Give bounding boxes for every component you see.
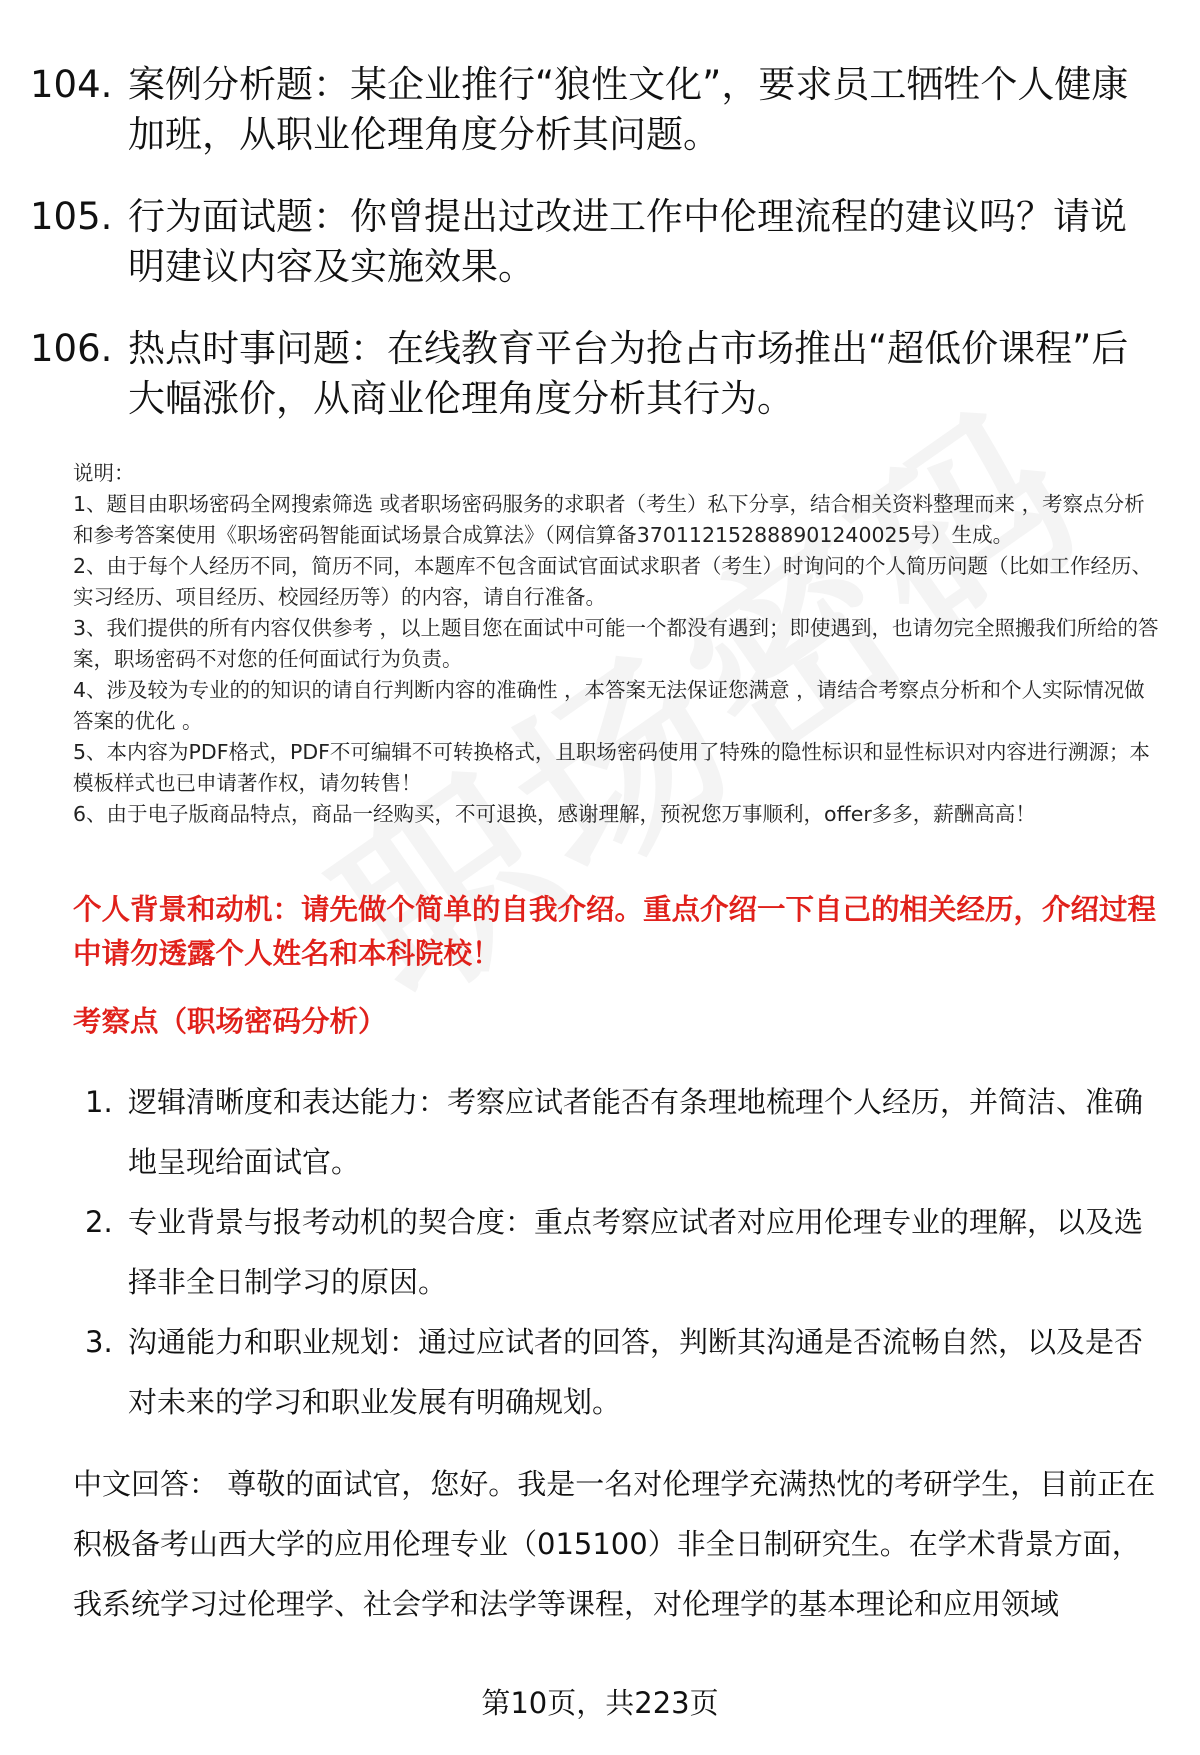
key-points-title: 考察点（职场密码分析） <box>73 1005 387 1038</box>
notes-block <box>73 458 1163 830</box>
note-item: 1、题目由职场密码全网搜索筛选 或者职场密码服务的求职者（考生）私下分享，结合相关资料整理而来 ，考察点分析和参考答案使用《职场密码智能面试场景合成算法》（网信算备370112152888901240025号）生成。 <box>73 492 1145 547</box>
notes-heading: 说明： <box>73 461 135 485</box>
key-point-text: 专业背景与报考动机的契合度：重点考察应试者对应用伦理专业的理解，以及选择非全日制学习的原因。 <box>128 1205 1144 1299</box>
question-106 <box>30 324 1160 424</box>
key-point-text: 沟通能力和职业规划：通过应试者的回答，判断其沟通是否流畅自然，以及是否对未来的学习和职业发展有明确规划。 <box>128 1325 1144 1419</box>
key-point-number: 3. <box>85 1325 113 1359</box>
key-point-number: 2. <box>85 1205 113 1239</box>
key-point-number: 1. <box>85 1085 113 1119</box>
note-item: 6、由于电子版商品特点，商品一经购买，不可退换，感谢理解，预祝您万事顺利，offer多多，薪酬高高！ <box>73 802 1036 826</box>
section-title: 个人背景和动机：请先做个简单的自我介绍。重点介绍一下自己的相关经历，介绍过程中请勿透露个人姓名和本科院校！ <box>73 893 1157 970</box>
question-105 <box>30 192 1160 292</box>
question-number: 104. <box>30 63 113 106</box>
key-point-item <box>73 1072 1163 1192</box>
page-number: 第10页，共223页 <box>481 1686 719 1720</box>
question-text: 热点时事问题：在线教育平台为抢占市场推出“超低价课程”后大幅涨价，从商业伦理角度分析其行为。 <box>128 327 1129 420</box>
question-number: 105. <box>30 195 113 238</box>
note-item: 4、涉及较为专业的的知识的请自行判断内容的准确性 ，本答案无法保证您满意 ，请结合考察点分析和个人实际情况做答案的优化 。 <box>73 678 1145 733</box>
key-point-item <box>73 1192 1163 1312</box>
note-item: 5、本内容为PDF格式，PDF不可编辑不可转换格式，且职场密码使用了特殊的隐性标识和显性标识对内容进行溯源；本模板样式也已申请著作权，请勿转售！ <box>73 740 1150 795</box>
question-104 <box>30 60 1160 160</box>
question-number: 106. <box>30 327 113 370</box>
question-text: 行为面试题：你曾提出过改进工作中伦理流程的建议吗？请说明建议内容及实施效果。 <box>128 195 1127 288</box>
key-point-item <box>73 1312 1163 1432</box>
question-text: 案例分析题：某企业推行“狼性文化”，要求员工牺牲个人健康加班，从职业伦理角度分析其问题。 <box>128 63 1129 156</box>
key-points-list <box>73 1072 1163 1432</box>
note-item: 3、我们提供的所有内容仅供参考 ，以上题目您在面试中可能一个都没有遇到；即使遇到，也请勿完全照搬我们所给的答案，职场密码不对您的任何面试行为负责。 <box>73 616 1159 671</box>
note-item: 2、由于每个人经历不同，简历不同，本题库不包含面试官面试求职者（考生）时询问的个人简历问题（比如工作经历、实习经历、项目经历、校园经历等）的内容，请自行准备。 <box>73 554 1153 609</box>
answer-text: 中文回答： 尊敬的面试官，您好。我是一名对伦理学充满热忱的考研学生，目前正在积极备考山西大学的应用伦理专业（015100）非全日制研究生。在学术背景方面，我系统学习过伦理学、社会学和法学等课程，对伦理学的基本理论和应用领域 <box>73 1467 1156 1621</box>
key-point-text: 逻辑清晰度和表达能力：考察应试者能否有条理地梳理个人经历，并简洁、准确地呈现给面试官。 <box>128 1085 1144 1179</box>
